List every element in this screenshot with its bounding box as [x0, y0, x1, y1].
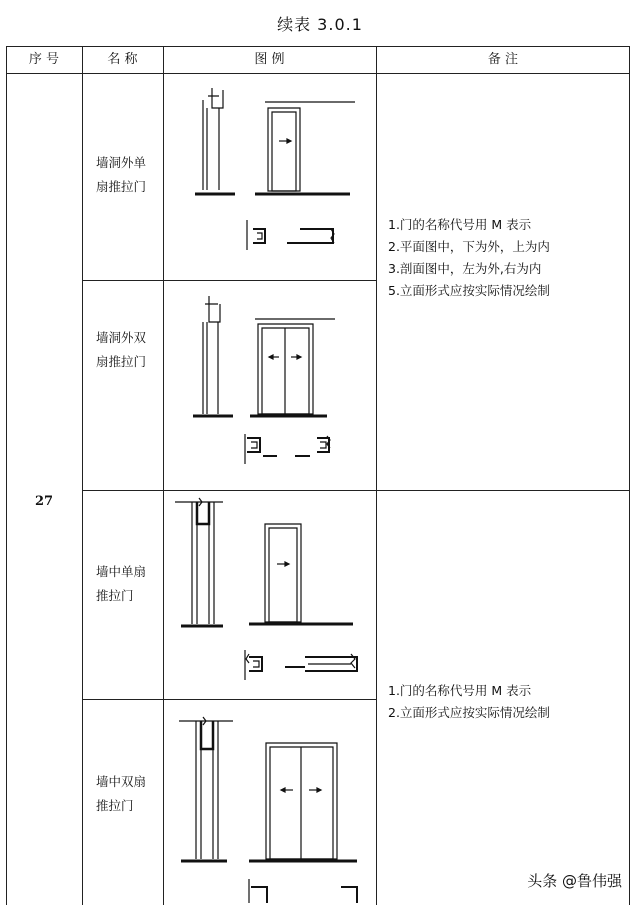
notes-group-1: [388, 214, 550, 302]
legend-double-in-wall-door-drawing: [165, 703, 375, 905]
col-divider-2: [163, 46, 164, 905]
row-4-name-line2: 推拉门: [96, 798, 134, 813]
note-item: 2.平面图中，下为外，上为内: [388, 239, 550, 254]
row-1-name-line2: 扇推拉门: [96, 179, 147, 194]
notes-group-2: [388, 680, 550, 724]
row-2-name: [96, 326, 146, 374]
header-legend: 图 例: [254, 52, 285, 67]
col-divider-3: [376, 46, 377, 905]
row-divider-2: [82, 490, 630, 491]
row-3-name: [96, 560, 146, 608]
table-border-right: [629, 46, 630, 905]
header-name: 名 称: [107, 52, 138, 67]
row-2-name-line2: 扇推拉门: [96, 354, 147, 369]
note-item: 2.立面形式应按实际情况绘制: [388, 705, 550, 720]
table-border-left: [6, 46, 7, 905]
col-divider-1: [82, 46, 83, 905]
note-item: 5.立面形式应按实际情况绘制: [388, 283, 550, 298]
table-title: 续表 3.0.1: [277, 15, 363, 34]
legend-single-outside-door-drawing: [165, 78, 375, 278]
row-number: 27: [34, 494, 54, 509]
table-header-bottom: [6, 73, 630, 74]
note-item: 3.剖面图中，左为外,右为内: [388, 261, 542, 276]
row-1-name: [96, 151, 146, 199]
note-item: 1.门的名称代号用 M 表示: [388, 683, 532, 698]
row-1-name-line1: 墙洞外单: [96, 155, 147, 170]
row-3-name-line1: 墙中单扇: [96, 564, 147, 579]
header-seq: 序 号: [28, 52, 60, 67]
note-item: 1.门的名称代号用 M 表示: [388, 217, 532, 232]
row-4-name: [96, 770, 146, 818]
row-4-name-line1: 墙中双扇: [96, 774, 147, 789]
header-remark: 备 注: [487, 52, 519, 67]
row-divider-1: [82, 280, 376, 281]
legend-single-in-wall-door-drawing: [165, 494, 375, 696]
watermark: 头条 @鲁伟强: [523, 870, 626, 891]
row-3-name-line2: 推拉门: [96, 588, 134, 603]
legend-double-outside-door-drawing: [165, 286, 375, 486]
row-2-name-line1: 墙洞外双: [96, 330, 147, 345]
row-divider-3: [82, 699, 376, 700]
